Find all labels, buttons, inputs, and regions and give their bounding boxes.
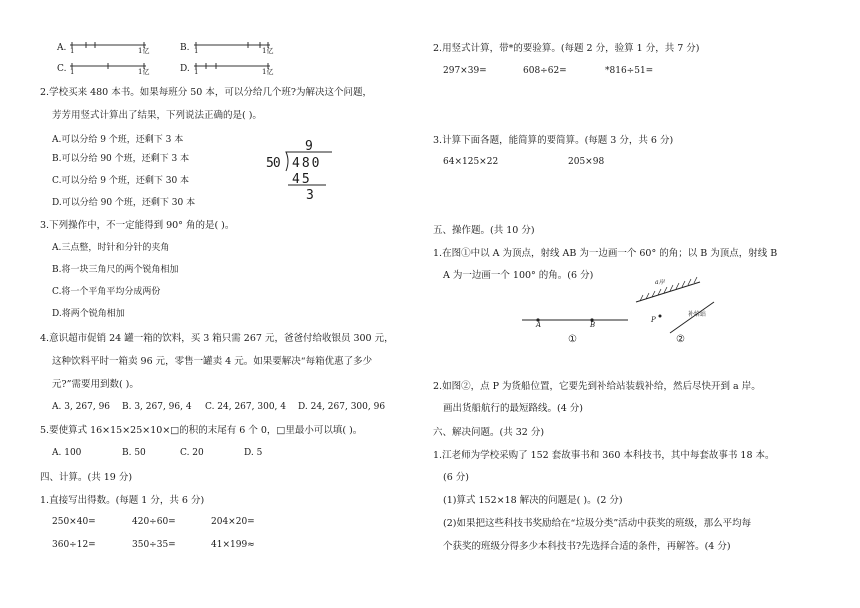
sol1-sub2-line2: 个获奖的班级分得多少本科技书?先选择合适的条件，再解答。(4 分) bbox=[443, 541, 731, 552]
figure-1-label: ① bbox=[568, 334, 577, 345]
division-remainder: 3 bbox=[306, 188, 314, 203]
option-label: C. bbox=[57, 64, 67, 74]
q5-option-d[interactable]: D. 5 bbox=[244, 448, 263, 458]
number-line-a bbox=[68, 40, 148, 60]
q2-option-b[interactable]: B.可以分给 90 个班，还剩下 3 本 bbox=[52, 154, 190, 164]
line-start-label: 1 bbox=[70, 47, 75, 55]
shore-label: a岸 bbox=[655, 279, 665, 286]
q4-stem-line3: 元?”需要用到数( )。 bbox=[52, 379, 139, 390]
op1-stem-line1: 1.在图①中以 A 为顶点，射线 AB 为一边画一个 60° 的角；以 B 为顶点，射线 B bbox=[433, 248, 778, 259]
section4-heading: 四、计算。(共 19 分) bbox=[40, 472, 133, 483]
calc1-item: 250×40= bbox=[52, 517, 96, 527]
q3-stem: 3.下列操作中，不一定能得到 90° 角的是( )。 bbox=[40, 220, 235, 231]
q3-option-c[interactable]: C.将一个平角平均分成两份 bbox=[52, 287, 161, 297]
division-bracket bbox=[280, 151, 340, 191]
q5-stem: 5.要使算式 16×15×25×10×□的积的末尾有 6 个 0，□里最小可以填( )。 bbox=[40, 425, 363, 436]
q2-option-d[interactable]: D.可以分给 90 个班，还剩下 30 本 bbox=[52, 198, 196, 208]
station-label: 补给站 bbox=[688, 311, 707, 318]
section6-heading: 六、解决问题。(共 32 分) bbox=[433, 427, 545, 438]
calc1-item: 41×199≈ bbox=[211, 540, 255, 550]
q4-stem-line1: 4.意识超市促销 24 罐一箱的饮料，买 3 箱只需 267 元，爸爸付给收银员 300 元， bbox=[40, 333, 394, 344]
q4-option-a[interactable]: A. 3, 267, 96 bbox=[52, 402, 111, 412]
calc3-item: 205×98 bbox=[568, 157, 605, 167]
line-end-label: 1亿 bbox=[262, 68, 274, 76]
line-start-label: 1 bbox=[194, 47, 199, 55]
q2-option-c[interactable]: C.可以分给 9 个班，还剩下 30 本 bbox=[52, 176, 190, 186]
line-end-label: 1亿 bbox=[138, 68, 150, 76]
calc1-item: 350÷35= bbox=[132, 540, 176, 550]
q2-stem-line2: 芳芳用竖式计算出了结果，下列说法正确的是( )。 bbox=[52, 110, 262, 121]
op2-stem-line1: 2.如图②，点 P 为货船位置，它要先到补给站装载补给，然后尽快开到 a 岸。 bbox=[433, 381, 761, 392]
line-end-label: 1亿 bbox=[138, 47, 150, 55]
q5-option-a[interactable]: A. 100 bbox=[52, 448, 82, 458]
q4-option-d[interactable]: D. 24, 267, 300, 96 bbox=[298, 402, 386, 412]
line-start-label: 1 bbox=[194, 68, 199, 76]
q3-option-a[interactable]: A.三点整，时针和分针的夹角 bbox=[52, 243, 170, 253]
figure-2-label: ② bbox=[676, 334, 685, 345]
number-line-b bbox=[192, 40, 272, 60]
op2-stem-line2: 画出货船航行的最短路线。(4 分) bbox=[443, 403, 583, 414]
number-line-d bbox=[192, 61, 272, 81]
sol1-sub2-line1: (2)如果把这些科技书奖励给在“垃圾分类”活动中获奖的班级，那么平均每 bbox=[443, 518, 752, 529]
division-dividend: 480 bbox=[292, 156, 322, 171]
calc1-item: 204×20= bbox=[211, 517, 255, 527]
line-start-label: 1 bbox=[70, 68, 75, 76]
q3-option-d[interactable]: D.将两个锐角相加 bbox=[52, 309, 125, 319]
sol1-stem-line2: (6 分) bbox=[443, 472, 469, 483]
calc1-stem: 1.直接写出得数。(每题 1 分，共 6 分) bbox=[40, 495, 205, 506]
q4-option-c[interactable]: C. 24, 267, 300, 4 bbox=[205, 402, 286, 412]
division-quotient: 9 bbox=[305, 139, 313, 154]
q2-option-a[interactable]: A.可以分给 9 个班，还剩下 3 本 bbox=[52, 135, 184, 145]
number-line-c bbox=[68, 61, 148, 81]
section5-heading: 五、操作题。(共 10 分) bbox=[433, 225, 535, 236]
sol1-stem-line1: 1.江老师为学校采购了 152 套故事书和 360 本科技书，其中每套故事书 18 本。 bbox=[433, 450, 775, 461]
calc3-stem: 3.计算下面各题，能简算的要简算。(每题 3 分，共 6 分) bbox=[433, 135, 674, 146]
q3-option-b[interactable]: B.将一块三角尺的两个锐角相加 bbox=[52, 265, 179, 275]
shore-and-station bbox=[630, 278, 720, 338]
q4-option-b[interactable]: B. 3, 267, 96, 4 bbox=[122, 402, 192, 412]
q4-stem-line2: 这种饮料平时一箱卖 96 元，零售一罐卖 4 元。如果要解决“每箱优惠了多少 bbox=[52, 356, 373, 367]
calc2-item: 608÷62= bbox=[523, 66, 567, 76]
option-label: D. bbox=[180, 64, 190, 74]
calc3-item: 64×125×22 bbox=[443, 157, 499, 167]
q2-stem-line1: 2.学校买来 480 本书。如果每班分 50 本，可以分给几个班?为解决这个问题， bbox=[40, 87, 372, 98]
calc1-item: 420÷60= bbox=[132, 517, 176, 527]
option-label: B. bbox=[180, 43, 190, 53]
division-divisor: 50 bbox=[266, 156, 280, 171]
sol1-sub1: (1)算式 152×18 解决的问题是( )。(2 分) bbox=[443, 495, 623, 506]
calc2-stem: 2.用竖式计算，带*的要验算。(每题 2 分，验算 1 分，共 7 分) bbox=[433, 43, 700, 54]
q5-option-c[interactable]: C. 20 bbox=[180, 448, 204, 458]
op1-stem-line2: A 为一边画一个 100° 的角。(6 分) bbox=[443, 270, 594, 281]
division-product: 45 bbox=[292, 172, 312, 187]
calc2-item: *816÷51= bbox=[605, 66, 654, 76]
calc1-item: 360÷12= bbox=[52, 540, 96, 550]
line-end-label: 1亿 bbox=[262, 47, 274, 55]
q5-option-b[interactable]: B. 50 bbox=[122, 448, 146, 458]
option-label: A. bbox=[57, 43, 67, 53]
calc2-item: 297×39= bbox=[443, 66, 487, 76]
point-b-label: B bbox=[590, 321, 596, 329]
point-p-label: P bbox=[651, 316, 656, 324]
point-a-label: A bbox=[536, 321, 542, 329]
